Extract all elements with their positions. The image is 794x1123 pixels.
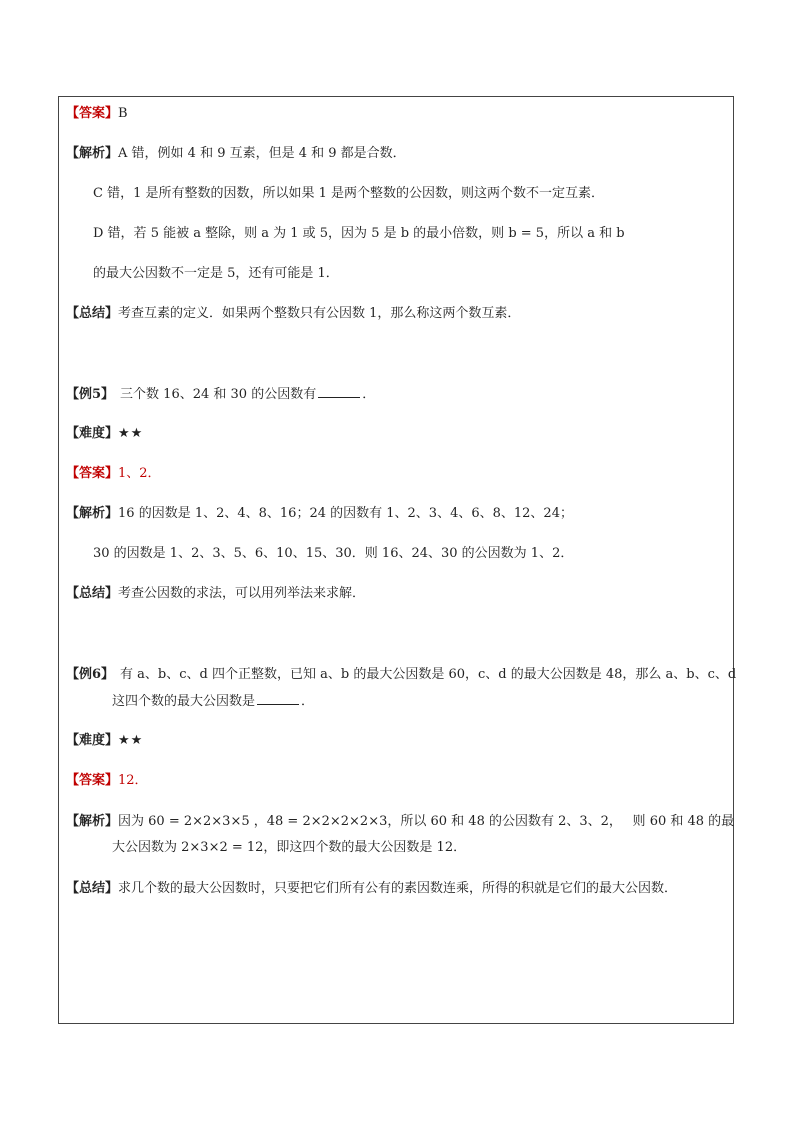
analysis-text: A 错，例如 4 和 9 互素，但是 4 和 9 都是合数． (118, 146, 406, 161)
analysis-row-1 (66, 145, 406, 163)
example5-answer-row (66, 465, 161, 483)
answer-value: B (118, 106, 128, 121)
difficulty-tag: 【难度】 (66, 733, 119, 748)
answer-value: 1、2． (118, 466, 161, 481)
difficulty-stars: ★★ (118, 426, 144, 441)
analysis-line: 的最大公因数不一定是 5，还有可能是 1． (93, 266, 339, 281)
answer-tag: 【答案】 (66, 466, 119, 481)
difficulty-stars: ★★ (118, 733, 144, 748)
summary-text: 考查公因数的求法，可以用列举法来求解． (118, 586, 366, 601)
answer-row-1 (66, 105, 128, 123)
example5-question: 三个数 16、24 和 30 的公因数有 (120, 387, 317, 402)
analysis-tag: 【解析】 (66, 506, 119, 521)
answer-blank (257, 692, 299, 705)
example6-tag: 【例6】 (66, 667, 115, 682)
example5-question-row: 【例5】 三个数 16、24 和 30 的公因数有 ． (66, 387, 376, 402)
example5-analysis-row (66, 505, 573, 523)
analysis-line: C 错，1 是所有整数的因数，所以如果 1 是两个整数的公因数，则这两个数不一定互素． (93, 186, 605, 201)
summary-tag: 【总结】 (66, 586, 119, 601)
difficulty-tag: 【难度】 (66, 426, 119, 441)
answer-tag: 【答案】 (66, 106, 119, 121)
example6-difficulty-row (66, 732, 143, 750)
summary-row-1 (66, 305, 520, 323)
analysis-text: 因为 60 = 2×2×3×5 ，48 = 2×2×2×2×3，所以 60 和 48 的公因数有 2、3、2， 则 60 和 48 的最 (118, 814, 735, 829)
analysis-tag: 【解析】 (66, 814, 119, 829)
example6-question-row (66, 666, 736, 684)
summary-tag: 【总结】 (66, 881, 119, 896)
example5-tag: 【例5】 (66, 387, 115, 402)
analysis-line: D 错，若 5 能被 a 整除，则 a 为 1 或 5，因为 5 是 b 的最小倍数，则 b = 5，所以 a 和 b (93, 226, 625, 241)
answer-value: 12． (118, 773, 148, 788)
example6-analysis-row (66, 813, 734, 831)
summary-text: 考查互素的定义．如果两个整数只有公因数 1，那么称这两个数互素． (118, 306, 521, 321)
analysis-line: 大公因数为 2×3×2 = 12，即这四个数的最大公因数是 12． (112, 840, 467, 855)
answer-blank (318, 385, 360, 398)
example6-answer-row (66, 772, 148, 790)
example5-difficulty-row (66, 425, 143, 443)
example6-question-cont: 这四个数的最大公因数是 (112, 694, 256, 709)
answer-tag: 【答案】 (66, 773, 119, 788)
example6-question-row-2: 这四个数的最大公因数是 ． (112, 694, 315, 709)
summary-text: 求几个数的最大公因数时，只要把它们所有公有的素因数连乘，所得的积就是它们的最大公因数． (118, 881, 678, 896)
example5-summary-row (66, 585, 365, 603)
example6-summary-row (66, 880, 677, 898)
example6-question: 有 a、b、c、d 四个正整数，已知 a、b 的最大公因数是 60，c、d 的最大公因数是 48，那么 a、b、c、d (120, 667, 737, 682)
analysis-line: 30 的因数是 1、2、3、5、6、10、15、30．则 16、24、30 的公因数为 1、2． (93, 546, 574, 561)
analysis-text: 16 的因数是 1、2、4、8、16；24 的因数有 1、2、3、4、6、8、12、24； (118, 506, 573, 521)
analysis-tag: 【解析】 (66, 146, 119, 161)
summary-tag: 【总结】 (66, 306, 119, 321)
